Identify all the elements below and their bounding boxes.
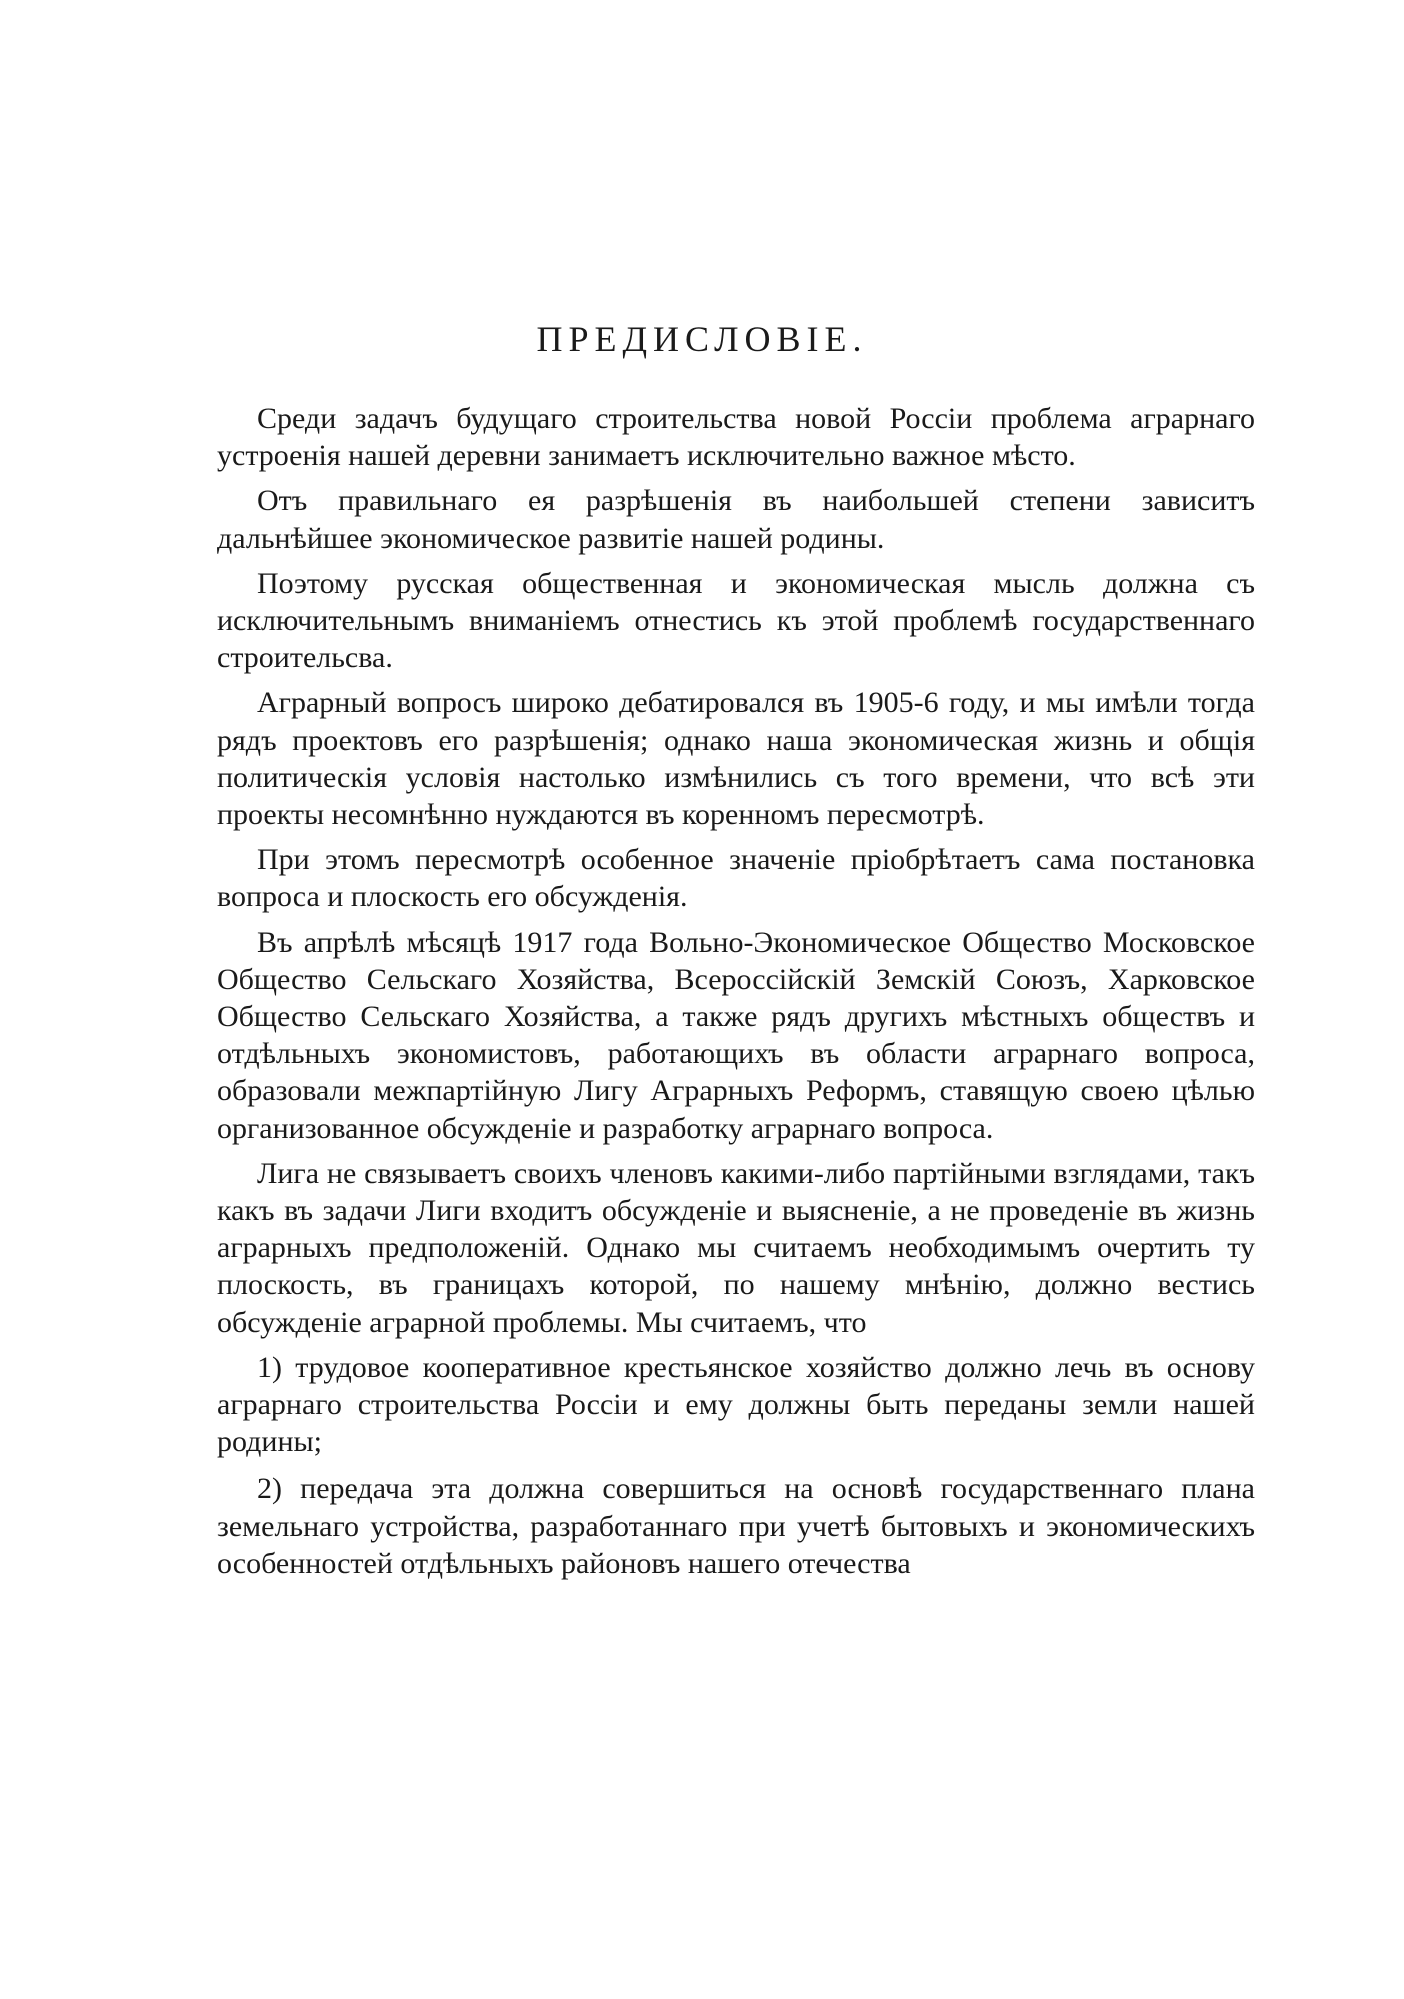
- paragraph-1: Среди задачъ будущаго строительства новой Россіи проблема аграрнаго устроенія нашей деревни занимаетъ исключительно важное мѣсто.: [217, 402, 1255, 473]
- list-item-1: 1) трудовое кооперативное крестьянское хозяйство должно лечь въ основу аграрнаго строительства Россіи и ему должны быть переданы земли нашей родины;: [217, 1350, 1255, 1459]
- paragraph-2: Отъ правильнаго ея разрѣшенія въ наибольшей степени зависитъ дальнѣйшее экономическое развитіе нашей родины.: [217, 484, 1255, 555]
- page-title: ПРЕДИСЛОВІЕ.: [536, 319, 868, 359]
- paragraph-4: Аграрный вопросъ широко дебатировался въ 1905-6 году, и мы имѣли тогда рядъ проектовъ его разрѣшенія; однако наша экономическая жизнь и общія политическія условія настолько измѣнились съ того времени, что всѣ эти проекты несомнѣнно нуждаются въ коренномъ пересмотрѣ.: [217, 686, 1255, 832]
- body-text: [217, 400, 1255, 1592]
- list-item-2: 2) передача эта должна совершиться на основѣ государственнаго плана земельнаго устройства, разработаннаго при учетѣ бытовыхъ и экономическихъ особенностей отдѣльныхъ районовъ нашего отечества: [217, 1472, 1255, 1580]
- paragraph-5: При этомъ пересмотрѣ особенное значеніе пріобрѣтаетъ сама постановка вопроса и плоскость его обсужденія.: [217, 843, 1255, 914]
- paragraph-7: Лига не связываетъ своихъ членовъ какими-либо партійными взглядами, такъ какъ въ задачи Лиги входитъ обсужденіе и выясненіе, а не проведеніе въ жизнь аграрныхъ предположеній. Однако мы считаемъ необходимымъ очертить ту плоскость, въ границахъ которой, по нашему мнѣнію, должно вестись обсужденіе аграрной проблемы. Мы считаемъ, что: [217, 1156, 1255, 1339]
- paragraph-3: Поэтому русская общественная и экономическая мысль должна съ исключительнымъ вниманіемъ отнестись къ этой проблемѣ государственнаго строительсва.: [217, 566, 1255, 675]
- paragraph-6: Въ апрѣлѣ мѣсяцѣ 1917 года Вольно-Экономическое Общество Московское Общество Сельскаго Хозяйства, Всероссійскій Земскій Союзъ, Харковское Общество Сельскаго Хозяйства, а также рядъ другихъ мѣстныхъ обществъ и отдѣльныхъ экономистовъ, работающихъ въ области аграрнаго вопроса, образовали межпартійную Лигу Аграрныхъ Реформъ, ставящую своею цѣлью организованное обсужденіе и разработку аграрнаго вопроса.: [217, 925, 1255, 1145]
